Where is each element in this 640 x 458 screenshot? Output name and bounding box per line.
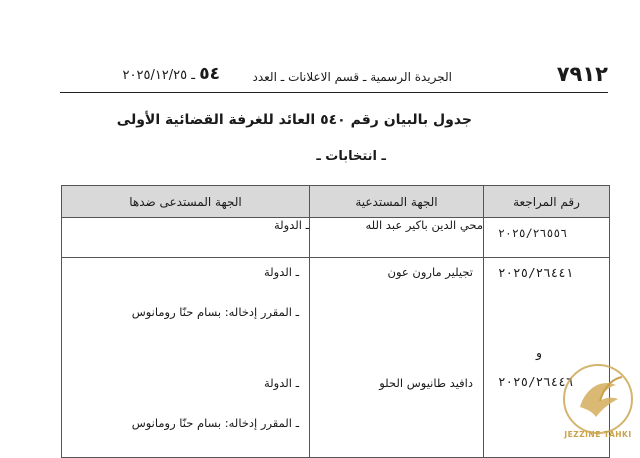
case-ref: ٢٠٢٥/٢٦٥٥٦ bbox=[484, 218, 610, 258]
document-subtitle: ـ انتخابات ـ bbox=[316, 149, 386, 164]
defendant-joined: ـ المقرر إدخاله: بسام حنّا رومانوس bbox=[131, 305, 299, 319]
table-row-group bbox=[62, 258, 610, 458]
defendant-joined: ـ المقرر إدخاله: بسام حنّا رومانوس bbox=[131, 416, 299, 430]
defendant: ـ الدولة bbox=[264, 265, 299, 279]
defendant: ـ الدولة bbox=[264, 376, 299, 390]
claimant-cell bbox=[310, 258, 484, 458]
document-title: جدول بالبيان رقم ٥٤٠ العائد للغرفة القضائية الأولى bbox=[116, 112, 472, 128]
connector-and: و bbox=[536, 345, 543, 360]
logo-text: JEZZINE TAHKI bbox=[564, 430, 632, 439]
claimant: دافيد طانيوس الحلو bbox=[379, 376, 473, 390]
issue-number: ٥٤ bbox=[199, 64, 220, 84]
defendant-cell bbox=[62, 258, 310, 458]
case-ref: ٢٠٢٥/٢٦٤٤٦ bbox=[498, 374, 574, 389]
issue-info bbox=[60, 64, 220, 84]
claimant: محي الدين باكير عبد الله bbox=[310, 218, 484, 258]
header-defendant: الجهة المستدعى ضدها bbox=[62, 186, 310, 218]
issue-date: ـ ٢٠٢٥/١٢/٢٥ bbox=[122, 68, 196, 83]
case-ref: ٢٠٢٥/٢٦٤٤١ bbox=[498, 265, 574, 280]
header-claimant: الجهة المستدعية bbox=[310, 186, 484, 218]
jezzine-tahki-logo bbox=[556, 357, 640, 441]
page-number: ٧٩١٢ bbox=[556, 62, 608, 86]
claimant: تجيلير مارون عون bbox=[387, 265, 473, 279]
header-ref: رقم المراجعة bbox=[484, 186, 610, 218]
table-row bbox=[62, 218, 610, 258]
gazette-title: الجريدة الرسمية ـ قسم الاعلانات ـ العدد bbox=[252, 70, 452, 84]
cases-table bbox=[61, 185, 610, 458]
header-divider bbox=[60, 92, 608, 93]
defendant: ـ الدولة bbox=[62, 218, 310, 258]
table-header-row bbox=[62, 186, 610, 218]
